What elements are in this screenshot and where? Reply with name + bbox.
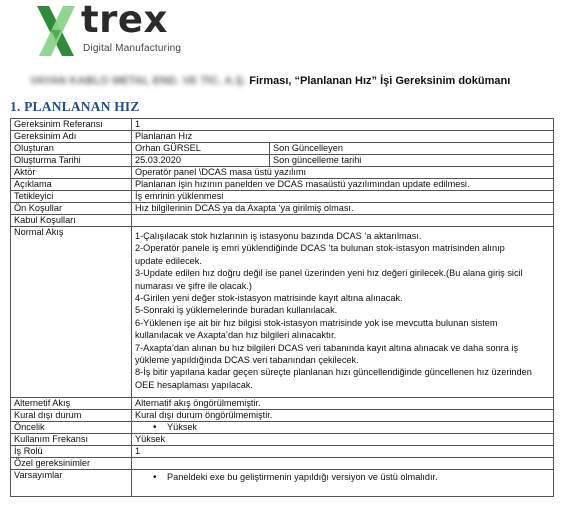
table-row xyxy=(11,410,554,422)
updater-label: Son Güncelleyen xyxy=(273,143,343,153)
priority-bullet: • Yüksek xyxy=(135,422,550,433)
document-title-suffix: Firması, “Planlanan Hız” İşi Gereksinim dokümanı xyxy=(246,75,511,87)
label-cell: Normal Akış xyxy=(11,227,132,398)
logo-subtitle: Digital Manufacturing xyxy=(83,43,182,54)
trex-x-mark-icon xyxy=(34,4,78,60)
assumption-bullet: • Paneldeki exe bu geliştirmenin yapıldığı versiyon ve üstü olmalıdır. xyxy=(135,472,550,483)
trex-logo xyxy=(34,0,184,60)
flow-line: 4-Girilen yeni değer stok-istasyon matrisinde kayıt altına alınacak. xyxy=(135,293,403,304)
section-heading: 1. PLANLANAN HIZ xyxy=(10,99,140,114)
flow-line: 5-Sonraki iş yüklemelerinde buradan kullanılacak. xyxy=(135,305,338,316)
flow-line: OEE hesaplaması yapılacak. xyxy=(135,379,253,390)
label-cell: Gereksinim Referansı xyxy=(11,119,132,131)
flow-line: update edilecek. xyxy=(135,255,202,266)
label-cell: Ön Koşullar xyxy=(11,203,132,215)
flow-line: 6-Yüklenen işe ait bir hız bilgisi stok-istasyon matrisinde yok ise mevcutta bulunan sistem xyxy=(135,317,498,328)
flow-line: 8-İş bitir yapılana kadar geçen süreçte planlanan hızı güncellendiğinde güncellenen hız üzerinden xyxy=(135,367,532,378)
document-title xyxy=(30,75,550,87)
value-cell xyxy=(132,470,554,497)
flow-line: 2-Operatör panele iş emri yüklendiğinde DCAS ‘ta bulunan stok-istasyon matrisinden alınıp xyxy=(135,243,505,254)
updated-label: Son güncelleme tarihi xyxy=(273,155,362,165)
flow-line: 7-Axapta’dan alınan bu hız bilgileri DCAS veri tabanında kayıt altına alınacak ve daha sonra iş xyxy=(135,342,519,353)
table-row xyxy=(11,215,554,227)
table-row xyxy=(11,143,554,155)
value-cell: 1 xyxy=(132,119,554,131)
requirements-table xyxy=(10,118,554,497)
value-cell: Hız bilgilerinin DCAS ya da Axapta ‘ya girilmiş olması. xyxy=(132,203,554,215)
updated-cell xyxy=(270,155,554,167)
label-cell: Oluşturma Tarihi xyxy=(11,155,132,167)
value-cell: Kural dışı durum öngörülmemiştir. xyxy=(132,410,554,422)
label-cell: Varsayımlar xyxy=(11,470,132,497)
label-cell: Alternetif Akış xyxy=(11,398,132,410)
flow-line: 1-Çalışılacak stok hızlarının iş istasyonu bazında DCAS ‘a aktarılması. xyxy=(135,231,422,241)
logo-wordmark: trex xyxy=(81,0,168,41)
value-cell: Planlanan Hız xyxy=(132,131,554,143)
label-cell: Kabul Koşulları xyxy=(11,215,132,227)
value-cell: Yüksek xyxy=(132,434,554,446)
label-cell: Kullanım Frekansı xyxy=(11,434,132,446)
value-cell xyxy=(132,215,554,227)
label-cell: Kural dışı durum xyxy=(11,410,132,422)
normal-flow-cell xyxy=(132,227,554,398)
table-row xyxy=(11,179,554,191)
company-name-redacted: VAYAN KABLO METAL END. VE TİC. A.Ş. xyxy=(30,75,247,87)
table-row xyxy=(11,434,554,446)
value-cell: 1 xyxy=(132,446,554,458)
label-cell: İş Rolü xyxy=(11,446,132,458)
table-row xyxy=(11,470,554,497)
label-cell: Oluşturan xyxy=(11,143,132,155)
table-row xyxy=(11,203,554,215)
flow-line: numarası ve şifre ile olacak.) xyxy=(135,280,252,291)
table-row xyxy=(11,227,554,398)
value-cell: 25.03.2020 xyxy=(132,155,270,167)
label-cell: Öncelik xyxy=(11,422,132,434)
label-cell: Açıklama xyxy=(11,179,132,191)
value-cell: Planlanan işin hızının panelden ve DCAS masaüstü yazılımından update edilmesi. xyxy=(132,179,554,191)
label-cell: Gereksinim Adı xyxy=(11,131,132,143)
table-row xyxy=(11,167,554,179)
table-row xyxy=(11,458,554,470)
flow-line: kullanılacak ve Axapta’dan hız bilgileri alınacaktır. xyxy=(135,330,337,341)
value-cell xyxy=(132,458,554,470)
label-cell: Aktör xyxy=(11,167,132,179)
label-cell: Tetikleyici xyxy=(11,191,132,203)
value-cell: Operatör panel \DCAS masa üstü yazılımı xyxy=(132,167,554,179)
table-row xyxy=(11,155,554,167)
table-row xyxy=(11,422,554,434)
label-cell: Özel gereksinimler xyxy=(11,458,132,470)
table-row xyxy=(11,191,554,203)
value-cell: İş emrinin yüklenmesi xyxy=(132,191,554,203)
flow-line: yükleme yapıldığında DCAS veri tabanından çekilecek. xyxy=(135,355,359,366)
updater-cell xyxy=(270,143,554,155)
table-row xyxy=(11,446,554,458)
value-cell: Orhan GÜRSEL xyxy=(132,143,270,155)
value-cell xyxy=(132,422,554,434)
flow-line: 3-Update edilen hız doğru değil ise panel üzerinden yeni hız değeri girilecek.(Bu alana giriş sicil xyxy=(135,268,523,279)
table-row xyxy=(11,131,554,143)
value-cell: Alternatif akış öngörülmemiştir. xyxy=(132,398,554,410)
table-row xyxy=(11,119,554,131)
table-row xyxy=(11,398,554,410)
